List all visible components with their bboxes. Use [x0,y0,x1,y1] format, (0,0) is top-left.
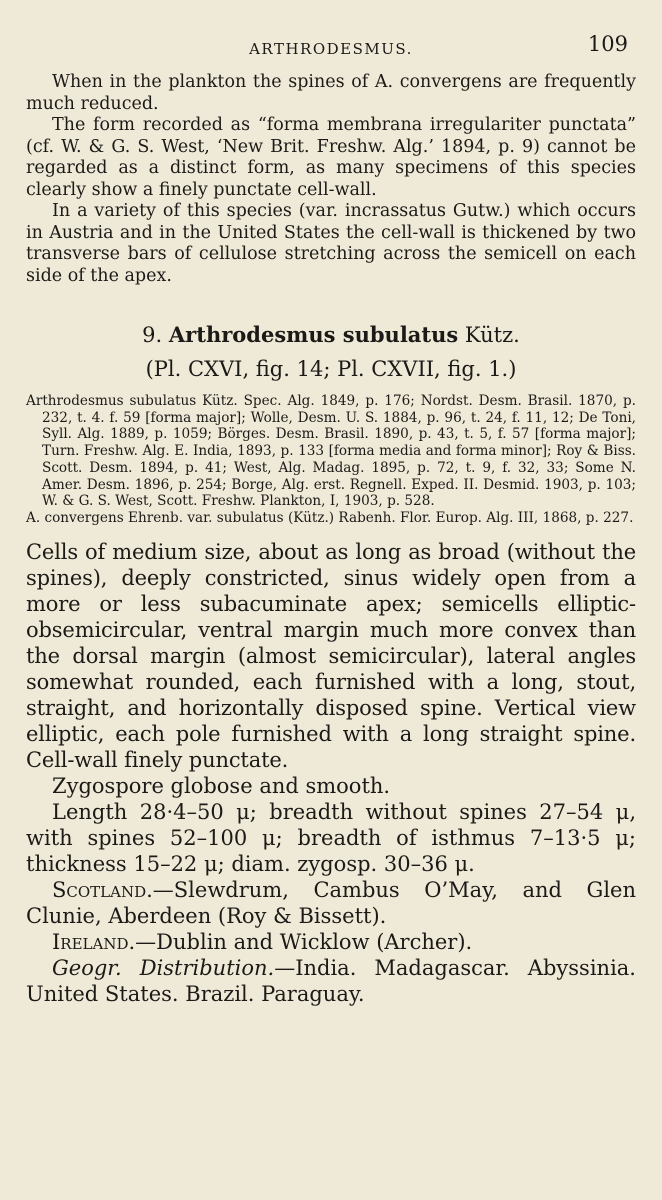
locality-scotland [26,877,636,929]
locality-label-ireland: Ireland. [52,929,136,954]
page-number: 109 [587,32,628,56]
zygospore-paragraph: Zygospore globose and smooth. [52,773,391,798]
dimensions-paragraph: Length 28·4–50 μ; breadth without spines 27–54 μ, with spines 52–100 μ; breadth of isthmus 7–13·5 μ; thickness 15–22 μ; diam. zygosp. 30–36 μ. [26,799,636,876]
synonymy-entry-2: A. convergens Ehrenb. var. subulatus (Kütz.) Rabenh. Flor. Europ. Alg. III, 1868, p. 227. [26,509,634,526]
locality-text-scotland: —Slewdrum, Cambus O’May, and Glen Clunie, Aberdeen (Roy & Bissett). [26,877,636,928]
distribution-text: —India. Madagascar. Abyssinia. United States. Brazil. Paraguay. [26,955,636,1006]
synonymy-entry-1: Arthrodesmus subulatus Kütz. Spec. Alg. 1849, p. 176; Nordst. Desm. Brasil. 1870, p. 232, t. 4. f. 59 [forma major]; Wolle, Desm. U. S. 1884, p. 96, t. 24, f. 11, 12; De Toni, Syll. Alg. 1889, p. 1059; Börges. Desm. Brasil. 1890, p. 43, t. 5, f. 57 [forma major]; Turn. Freshw. Alg. E. India, 1893, p. 133 [forma media and forma minor]; Roy & Biss. Scott. Desm. 1894, p. 41; West, Alg. Madag. 1895, p. 72, t. 9, f. 32, 33; Some N. Amer. Desm. 1896, p. 254; Borge, Alg. erst. Regnell. Exped. II. Desmid. 1903, p. 103; W. & G. S. West, Scott. Freshw. Plankton, I, 1903, p. 528. [26,393,636,510]
distribution-label: Geogr. Distribution. [52,955,275,980]
intro-paragraph-1: When in the plankton the spines of A. convergens are frequently much reduced. [26,72,636,114]
locality-label-scotland: Scotland. [52,877,153,902]
plate-reference: (Pl. CXVI, fig. 14; Pl. CXVII, fig. 1.) [145,357,517,381]
species-name: Arthrodesmus subulatus [168,322,459,347]
species-author: Kütz. [464,323,520,347]
species-number: 9. [142,323,163,347]
intro-paragraph-2: The form recorded as “forma membrana irregulariter punctata” (cf. W. & G. S. West, ‘New Brit. Freshw. Alg.’ 1894, p. 9) cannot be regarded as a distinct form, as many specimens of this species clearly show a finely punctate cell-wall. [26,115,636,200]
intro-paragraph-3: In a variety of this species (var. incrassatus Gutw.) which occurs in Austria and in the United States the cell-wall is thickened by two transverse bars of cellulose stretching across the semicell on each side of the apex. [26,201,636,286]
geographic-distribution [26,955,636,1007]
species-heading [26,321,636,349]
running-head [26,32,636,72]
description-paragraph: Cells of medium size, about as long as broad (without the spines), deeply constricted, sinus widely open from a more or less subacuminate apex; semicells elliptic-obsemicircular, ventral margin much more convex than the dorsal margin (almost semicircular), lateral angles somewhat rounded, each furnished with a long, stout, straight, and horizontally disposed spine. Vertical view elliptic, each pole furnished with a long straight spine. Cell-wall finely punctate. [26,539,636,772]
running-title: ARTHRODESMUS. [249,40,413,58]
locality-text-ireland: —Dublin and Wicklow (Archer). [135,929,473,954]
locality-ireland [26,929,636,955]
